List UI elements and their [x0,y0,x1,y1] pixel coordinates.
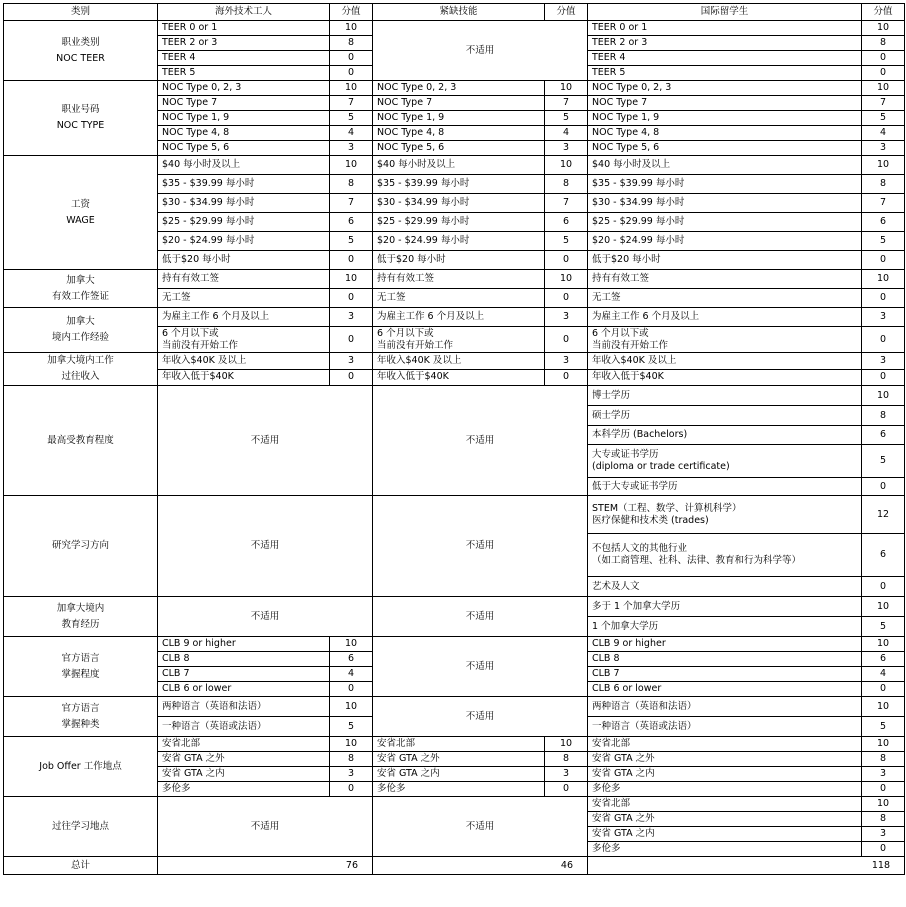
overseas-skilled-worker-criterion: 多伦多 [158,782,330,797]
international-student-score: 0 [862,478,905,496]
category-cell: 最高受教育程度 [4,386,158,496]
table-row [4,21,905,36]
international-student-score: 3 [862,308,905,327]
in-demand-skills-not-applicable: 不适用 [373,21,588,81]
total-label: 总计 [4,857,158,875]
overseas-skilled-worker-score: 0 [330,251,373,270]
in-demand-skills-criterion: 无工签 [373,289,545,308]
in-demand-skills-criterion: NOC Type 0, 2, 3 [373,81,545,96]
overseas-skilled-worker-criterion: $30 - $34.99 每小时 [158,194,330,213]
category-cell: 加拿大 有效工作签证 [4,270,158,308]
overseas-skilled-worker-score: 8 [330,752,373,767]
in-demand-skills-score: 0 [545,369,588,386]
international-student-score: 3 [862,767,905,782]
overseas-skilled-worker-criterion: CLB 8 [158,652,330,667]
international-student-score: 5 [862,717,905,737]
international-student-criterion: TEER 5 [588,66,862,81]
category-cell: 加拿大境内工作 过往收入 [4,353,158,386]
international-student-score: 5 [862,445,905,478]
international-student-criterion: CLB 7 [588,667,862,682]
international-student-criterion: 安省 GTA 之外 [588,812,862,827]
overseas-skilled-worker-criterion: 无工签 [158,289,330,308]
international-student-score: 6 [862,426,905,445]
overseas-skilled-worker-not-applicable: 不适用 [158,386,373,496]
international-student-criterion: 一种语言（英语或法语） [588,717,862,737]
overseas-skilled-worker-score: 5 [330,717,373,737]
international-student-score: 10 [862,81,905,96]
in-demand-skills-criterion: $35 - $39.99 每小时 [373,175,545,194]
international-student-score: 7 [862,194,905,213]
table-row [4,496,905,534]
international-student-criterion: 安省 GTA 之内 [588,827,862,842]
in-demand-skills-score: 0 [545,289,588,308]
in-demand-skills-score: 10 [545,270,588,289]
overseas-skilled-worker-score: 6 [330,652,373,667]
international-student-criterion: TEER 0 or 1 [588,21,862,36]
in-demand-skills-not-applicable: 不适用 [373,637,588,697]
in-demand-skills-score: 10 [545,156,588,175]
overseas-skilled-worker-score: 0 [330,369,373,386]
international-student-criterion: 不包括人文的其他行业 （如工商管理、社科、法律、教育和行为科学等） [588,534,862,577]
in-demand-skills-criterion: $40 每小时及以上 [373,156,545,175]
international-student-criterion: $35 - $39.99 每小时 [588,175,862,194]
international-student-criterion: 6 个月以下或 当前没有开始工作 [588,327,862,353]
in-demand-skills-score: 3 [545,353,588,370]
international-student-criterion: 艺术及人文 [588,577,862,597]
international-student-score: 0 [862,782,905,797]
international-student-score: 3 [862,141,905,156]
international-student-criterion: 低于$20 每小时 [588,251,862,270]
in-demand-skills-criterion: NOC Type 1, 9 [373,111,545,126]
table-row [4,308,905,327]
international-student-criterion: TEER 2 or 3 [588,36,862,51]
table-row [4,737,905,752]
international-student-score: 0 [862,51,905,66]
in-demand-skills-criterion: 安省北部 [373,737,545,752]
in-demand-skills-criterion: 年收入$40K 及以上 [373,353,545,370]
header-score: 分值 [862,4,905,21]
table-row [4,637,905,652]
in-demand-skills-criterion: 安省 GTA 之外 [373,752,545,767]
header-score: 分值 [330,4,373,21]
international-student-criterion: 多伦多 [588,842,862,857]
category-cell: Job Offer 工作地点 [4,737,158,797]
international-student-criterion: 安省 GTA 之内 [588,767,862,782]
overseas-skilled-worker-score: 0 [330,327,373,353]
international-student-score: 6 [862,534,905,577]
international-student-criterion: 安省 GTA 之外 [588,752,862,767]
international-student-score: 0 [862,842,905,857]
overseas-skilled-worker-criterion: 安省北部 [158,737,330,752]
international-student-score: 8 [862,812,905,827]
overseas-skilled-worker-score: 10 [330,81,373,96]
overseas-skilled-worker-criterion: NOC Type 1, 9 [158,111,330,126]
overseas-skilled-worker-score: 6 [330,213,373,232]
in-demand-skills-not-applicable: 不适用 [373,597,588,637]
international-student-score: 4 [862,667,905,682]
international-student-score: 5 [862,617,905,637]
overseas-skilled-worker-criterion: 一种语言（英语或法语） [158,717,330,737]
international-student-score: 0 [862,682,905,697]
international-student-criterion: NOC Type 7 [588,96,862,111]
international-student-score: 7 [862,96,905,111]
table-row [4,353,905,370]
international-student-score: 10 [862,21,905,36]
in-demand-skills-not-applicable: 不适用 [373,496,588,597]
table-row [4,156,905,175]
overseas-skilled-worker-score: 10 [330,697,373,717]
overseas-skilled-worker-criterion: TEER 2 or 3 [158,36,330,51]
overseas-skilled-worker-criterion: 6 个月以下或 当前没有开始工作 [158,327,330,353]
header-international-student: 国际留学生 [588,4,862,21]
overseas-skilled-worker-criterion: 两种语言（英语和法语） [158,697,330,717]
in-demand-skills-score: 7 [545,194,588,213]
table-row [4,270,905,289]
international-student-criterion: NOC Type 5, 6 [588,141,862,156]
total-overseas-skilled-worker: 76 [158,857,373,875]
in-demand-skills-criterion: NOC Type 4, 8 [373,126,545,141]
overseas-skilled-worker-criterion: 持有有效工签 [158,270,330,289]
in-demand-skills-criterion: NOC Type 5, 6 [373,141,545,156]
international-student-criterion: 年收入$40K 及以上 [588,353,862,370]
international-student-criterion: 大专或证书学历 (diploma or trade certificate) [588,445,862,478]
overseas-skilled-worker-criterion: TEER 5 [158,66,330,81]
overseas-skilled-worker-score: 7 [330,194,373,213]
table-row [4,697,905,717]
overseas-skilled-worker-criterion: 年收入低于$40K [158,369,330,386]
in-demand-skills-score: 0 [545,251,588,270]
overseas-skilled-worker-not-applicable: 不适用 [158,797,373,857]
in-demand-skills-criterion: $25 - $29.99 每小时 [373,213,545,232]
international-student-score: 0 [862,577,905,597]
overseas-skilled-worker-criterion: 安省 GTA 之内 [158,767,330,782]
in-demand-skills-criterion: $20 - $24.99 每小时 [373,232,545,251]
overseas-skilled-worker-criterion: NOC Type 7 [158,96,330,111]
category-cell: 工资 WAGE [4,156,158,270]
international-student-score: 10 [862,797,905,812]
overseas-skilled-worker-criterion: $35 - $39.99 每小时 [158,175,330,194]
overseas-skilled-worker-score: 10 [330,637,373,652]
in-demand-skills-score: 5 [545,111,588,126]
overseas-skilled-worker-score: 0 [330,66,373,81]
international-student-score: 10 [862,697,905,717]
international-student-criterion: 多于 1 个加拿大学历 [588,597,862,617]
overseas-skilled-worker-criterion: $20 - $24.99 每小时 [158,232,330,251]
international-student-criterion: 低于大专或证书学历 [588,478,862,496]
overseas-skilled-worker-score: 10 [330,21,373,36]
in-demand-skills-criterion: NOC Type 7 [373,96,545,111]
overseas-skilled-worker-score: 5 [330,111,373,126]
overseas-skilled-worker-score: 10 [330,270,373,289]
table-body [4,21,905,857]
international-student-score: 10 [862,637,905,652]
category-cell: 过往学习地点 [4,797,158,857]
international-student-score: 0 [862,66,905,81]
international-student-criterion: 多伦多 [588,782,862,797]
overseas-skilled-worker-criterion: TEER 0 or 1 [158,21,330,36]
overseas-skilled-worker-criterion: CLB 9 or higher [158,637,330,652]
in-demand-skills-score: 8 [545,752,588,767]
in-demand-skills-not-applicable: 不适用 [373,697,588,737]
international-student-score: 10 [862,737,905,752]
international-student-criterion: $30 - $34.99 每小时 [588,194,862,213]
in-demand-skills-criterion: 安省 GTA 之内 [373,767,545,782]
overseas-skilled-worker-criterion: TEER 4 [158,51,330,66]
overseas-skilled-worker-score: 0 [330,682,373,697]
in-demand-skills-score: 10 [545,81,588,96]
in-demand-skills-not-applicable: 不适用 [373,797,588,857]
in-demand-skills-criterion: 多伦多 [373,782,545,797]
category-cell: 职业号码 NOC TYPE [4,81,158,156]
international-student-score: 8 [862,752,905,767]
header-row [4,4,905,21]
international-student-score: 10 [862,597,905,617]
overseas-skilled-worker-score: 10 [330,737,373,752]
international-student-score: 12 [862,496,905,534]
international-student-score: 3 [862,353,905,370]
points-comparison-table [3,3,905,875]
international-student-score: 10 [862,270,905,289]
overseas-skilled-worker-score: 4 [330,126,373,141]
international-student-criterion: $20 - $24.99 每小时 [588,232,862,251]
overseas-skilled-worker-score: 10 [330,156,373,175]
overseas-skilled-worker-score: 0 [330,782,373,797]
international-student-score: 6 [862,652,905,667]
international-student-score: 5 [862,111,905,126]
international-student-criterion: 本科学历 (Bachelors) [588,426,862,445]
international-student-criterion: CLB 6 or lower [588,682,862,697]
in-demand-skills-score: 7 [545,96,588,111]
overseas-skilled-worker-criterion: $40 每小时及以上 [158,156,330,175]
overseas-skilled-worker-score: 3 [330,353,373,370]
category-cell: 官方语言 掌握程度 [4,637,158,697]
in-demand-skills-score: 0 [545,782,588,797]
international-student-score: 0 [862,251,905,270]
overseas-skilled-worker-criterion: 安省 GTA 之外 [158,752,330,767]
international-student-criterion: 无工签 [588,289,862,308]
category-cell: 官方语言 掌握种类 [4,697,158,737]
in-demand-skills-criterion: 6 个月以下或 当前没有开始工作 [373,327,545,353]
overseas-skilled-worker-score: 3 [330,308,373,327]
category-cell: 职业类别 NOC TEER [4,21,158,81]
international-student-criterion: 安省北部 [588,737,862,752]
international-student-score: 10 [862,156,905,175]
overseas-skilled-worker-not-applicable: 不适用 [158,496,373,597]
overseas-skilled-worker-criterion: CLB 7 [158,667,330,682]
international-student-score: 8 [862,175,905,194]
overseas-skilled-worker-score: 5 [330,232,373,251]
overseas-skilled-worker-score: 8 [330,36,373,51]
in-demand-skills-score: 3 [545,308,588,327]
in-demand-skills-score: 0 [545,327,588,353]
overseas-skilled-worker-criterion: NOC Type 5, 6 [158,141,330,156]
table-row [4,597,905,617]
international-student-score: 0 [862,327,905,353]
international-student-criterion: 硕士学历 [588,406,862,426]
international-student-score: 3 [862,827,905,842]
header-category: 类别 [4,4,158,21]
international-student-score: 4 [862,126,905,141]
international-student-criterion: 持有有效工签 [588,270,862,289]
international-student-criterion: CLB 9 or higher [588,637,862,652]
international-student-criterion: TEER 4 [588,51,862,66]
in-demand-skills-score: 3 [545,141,588,156]
in-demand-skills-criterion: $30 - $34.99 每小时 [373,194,545,213]
overseas-skilled-worker-score: 4 [330,667,373,682]
overseas-skilled-worker-score: 0 [330,51,373,66]
international-student-score: 10 [862,386,905,406]
international-student-score: 8 [862,406,905,426]
overseas-skilled-worker-criterion: $25 - $29.99 每小时 [158,213,330,232]
international-student-criterion: $40 每小时及以上 [588,156,862,175]
in-demand-skills-score: 3 [545,767,588,782]
in-demand-skills-score: 5 [545,232,588,251]
international-student-criterion: NOC Type 1, 9 [588,111,862,126]
in-demand-skills-score: 6 [545,213,588,232]
in-demand-skills-score: 4 [545,126,588,141]
total-in-demand-skills: 46 [373,857,588,875]
in-demand-skills-score: 8 [545,175,588,194]
overseas-skilled-worker-criterion: 低于$20 每小时 [158,251,330,270]
category-cell: 研究学习方向 [4,496,158,597]
international-student-score: 6 [862,213,905,232]
international-student-criterion: 安省北部 [588,797,862,812]
total-row [4,857,905,875]
international-student-criterion: CLB 8 [588,652,862,667]
international-student-criterion: 年收入低于$40K [588,369,862,386]
overseas-skilled-worker-not-applicable: 不适用 [158,597,373,637]
in-demand-skills-criterion: 持有有效工签 [373,270,545,289]
international-student-score: 0 [862,369,905,386]
header-in-demand-skills: 紧缺技能 [373,4,545,21]
header-overseas-skilled-worker: 海外技术工人 [158,4,330,21]
in-demand-skills-criterion: 为雇主工作 6 个月及以上 [373,308,545,327]
overseas-skilled-worker-score: 8 [330,175,373,194]
overseas-skilled-worker-score: 3 [330,767,373,782]
overseas-skilled-worker-score: 7 [330,96,373,111]
overseas-skilled-worker-criterion: 年收入$40K 及以上 [158,353,330,370]
table-row [4,386,905,406]
overseas-skilled-worker-criterion: NOC Type 4, 8 [158,126,330,141]
category-cell: 加拿大 境内工作经验 [4,308,158,353]
in-demand-skills-score: 10 [545,737,588,752]
international-student-criterion: NOC Type 4, 8 [588,126,862,141]
international-student-criterion: $25 - $29.99 每小时 [588,213,862,232]
table-row [4,797,905,812]
overseas-skilled-worker-score: 3 [330,141,373,156]
international-student-criterion: 为雇主工作 6 个月及以上 [588,308,862,327]
international-student-criterion: 1 个加拿大学历 [588,617,862,637]
in-demand-skills-criterion: 年收入低于$40K [373,369,545,386]
international-student-criterion: NOC Type 0, 2, 3 [588,81,862,96]
in-demand-skills-not-applicable: 不适用 [373,386,588,496]
table-row [4,81,905,96]
international-student-criterion: 两种语言（英语和法语） [588,697,862,717]
overseas-skilled-worker-criterion: CLB 6 or lower [158,682,330,697]
international-student-score: 5 [862,232,905,251]
international-student-score: 0 [862,289,905,308]
overseas-skilled-worker-criterion: NOC Type 0, 2, 3 [158,81,330,96]
in-demand-skills-criterion: 低于$20 每小时 [373,251,545,270]
international-student-score: 8 [862,36,905,51]
overseas-skilled-worker-criterion: 为雇主工作 6 个月及以上 [158,308,330,327]
header-score: 分值 [545,4,588,21]
overseas-skilled-worker-score: 0 [330,289,373,308]
category-cell: 加拿大境内 教育经历 [4,597,158,637]
international-student-criterion: STEM（工程、数学、计算机科学） 医疗保健和技术类 (trades) [588,496,862,534]
total-international-student: 118 [588,857,905,875]
international-student-criterion: 博士学历 [588,386,862,406]
